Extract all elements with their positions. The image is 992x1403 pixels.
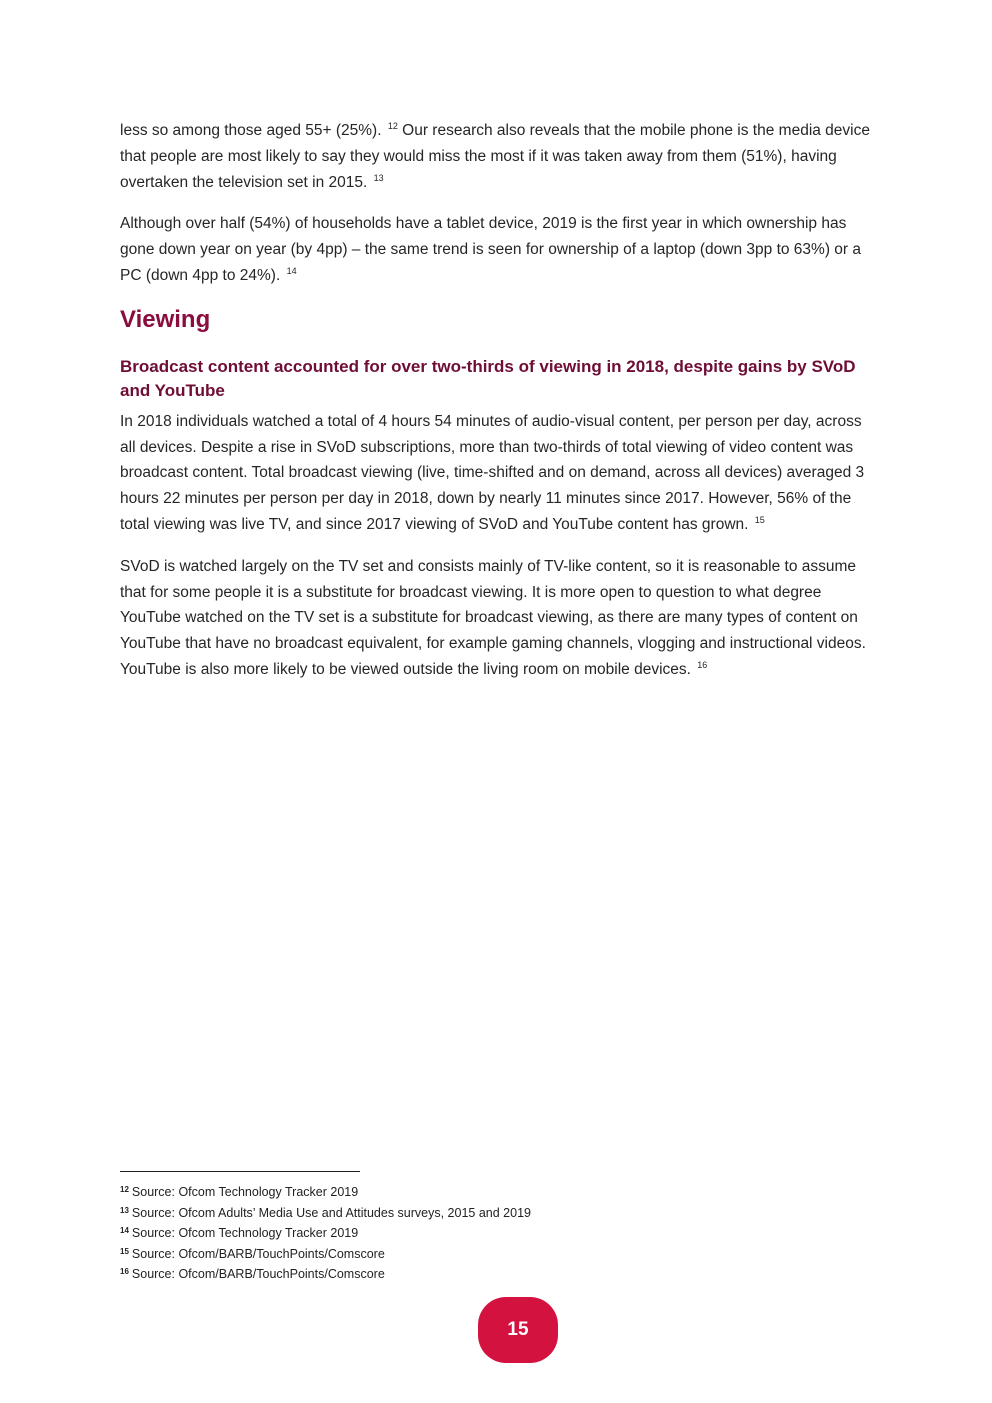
page-number-badge <box>478 1297 558 1363</box>
footnote-text: Source: Ofcom/BARB/TouchPoints/Comscore <box>131 1267 385 1281</box>
footnote-item <box>120 1264 720 1285</box>
footnote-item <box>120 1203 720 1224</box>
footnote-ref[interactable]: 16 <box>697 659 708 670</box>
footnotes <box>120 1171 720 1285</box>
footnote-item <box>120 1182 720 1203</box>
footnote-item <box>120 1244 720 1265</box>
footnote-number: 12 <box>120 1185 129 1194</box>
footnote-ref[interactable]: 15 <box>754 514 765 525</box>
footnote-number: 16 <box>120 1267 129 1276</box>
footnote-number: 13 <box>120 1205 129 1215</box>
footnote-item <box>120 1223 720 1244</box>
paragraph-text: In 2018 individuals watched a total of 4 hours 54 minutes of audio-visual content, per person per day, across all devices. Despite a rise in SVoD subscriptions, more than two-thirds of total viewing of video content was broadcast content. Total broadcast viewing (live, time-shifted and on demand, across all devices) averaged 3 hours 22 minutes per person per day in 2018, down by nearly 11 minutes since 2017. However, 56% of the total viewing was live TV, and since 2017 viewing of SVoD and YouTube content has grown. <box>120 412 865 533</box>
paragraph-tablet <box>120 211 875 288</box>
footnote-ref[interactable]: 13 <box>373 172 384 183</box>
footnote-text: Source: Ofcom Technology Tracker 2019 <box>131 1226 359 1240</box>
footnote-text: Source: Ofcom/BARB/TouchPoints/Comscore <box>131 1246 385 1261</box>
section-title: Viewing <box>120 305 211 333</box>
paragraph-mobile-phone <box>120 118 875 195</box>
page-body <box>120 118 875 699</box>
footnote-ref[interactable]: 14 <box>286 265 297 276</box>
paragraph-svod-youtube <box>120 554 875 683</box>
paragraph-viewing-totals <box>120 409 875 538</box>
subheading: Broadcast content accounted for over two-thirds of viewing in 2018, despite gains by SVoD and YouTube <box>120 356 856 400</box>
footnote-number: 15 <box>120 1246 129 1256</box>
paragraph-text: SVoD is watched largely on the TV set and consists mainly of TV-like content, so it is reasonable to assume that for some people it is a substitute for broadcast viewing. It is more open to question to what degree YouTube watched on the TV set is a substitute for broadcast viewing, as there are many types of content on YouTube that have no broadcast equivalent, for example gaming channels, vlogging and instructional videos. YouTube is also more likely to be viewed outside the living room on mobile devices. <box>120 557 866 678</box>
paragraph-text: less so among those aged 55+ (25%). <box>120 122 386 139</box>
footnote-text: Source: Ofcom Technology Tracker 2019 <box>131 1185 359 1199</box>
footnote-ref[interactable]: 12 <box>387 121 398 131</box>
paragraph-text: Although over half (54%) of households have a tablet device, 2019 is the first year in which ownership has gone down year on year (by 4pp) – the same trend is seen for ownership of a laptop (down 3pp to 63%) or a PC (down 4pp to 24%). <box>120 215 861 284</box>
footnote-text: Source: Ofcom Adults’ Media Use and Attitudes surveys, 2015 and 2019 <box>131 1205 531 1220</box>
footnote-divider <box>120 1171 360 1172</box>
footnote-number: 14 <box>120 1226 129 1235</box>
page-number: 15 <box>507 1319 529 1340</box>
paragraph-text: Our research also reveals that the mobile phone is the media device that people are most likely to say they would miss the most if it was taken away from them (51%), having overtaken the television set in 2015. <box>120 122 870 191</box>
